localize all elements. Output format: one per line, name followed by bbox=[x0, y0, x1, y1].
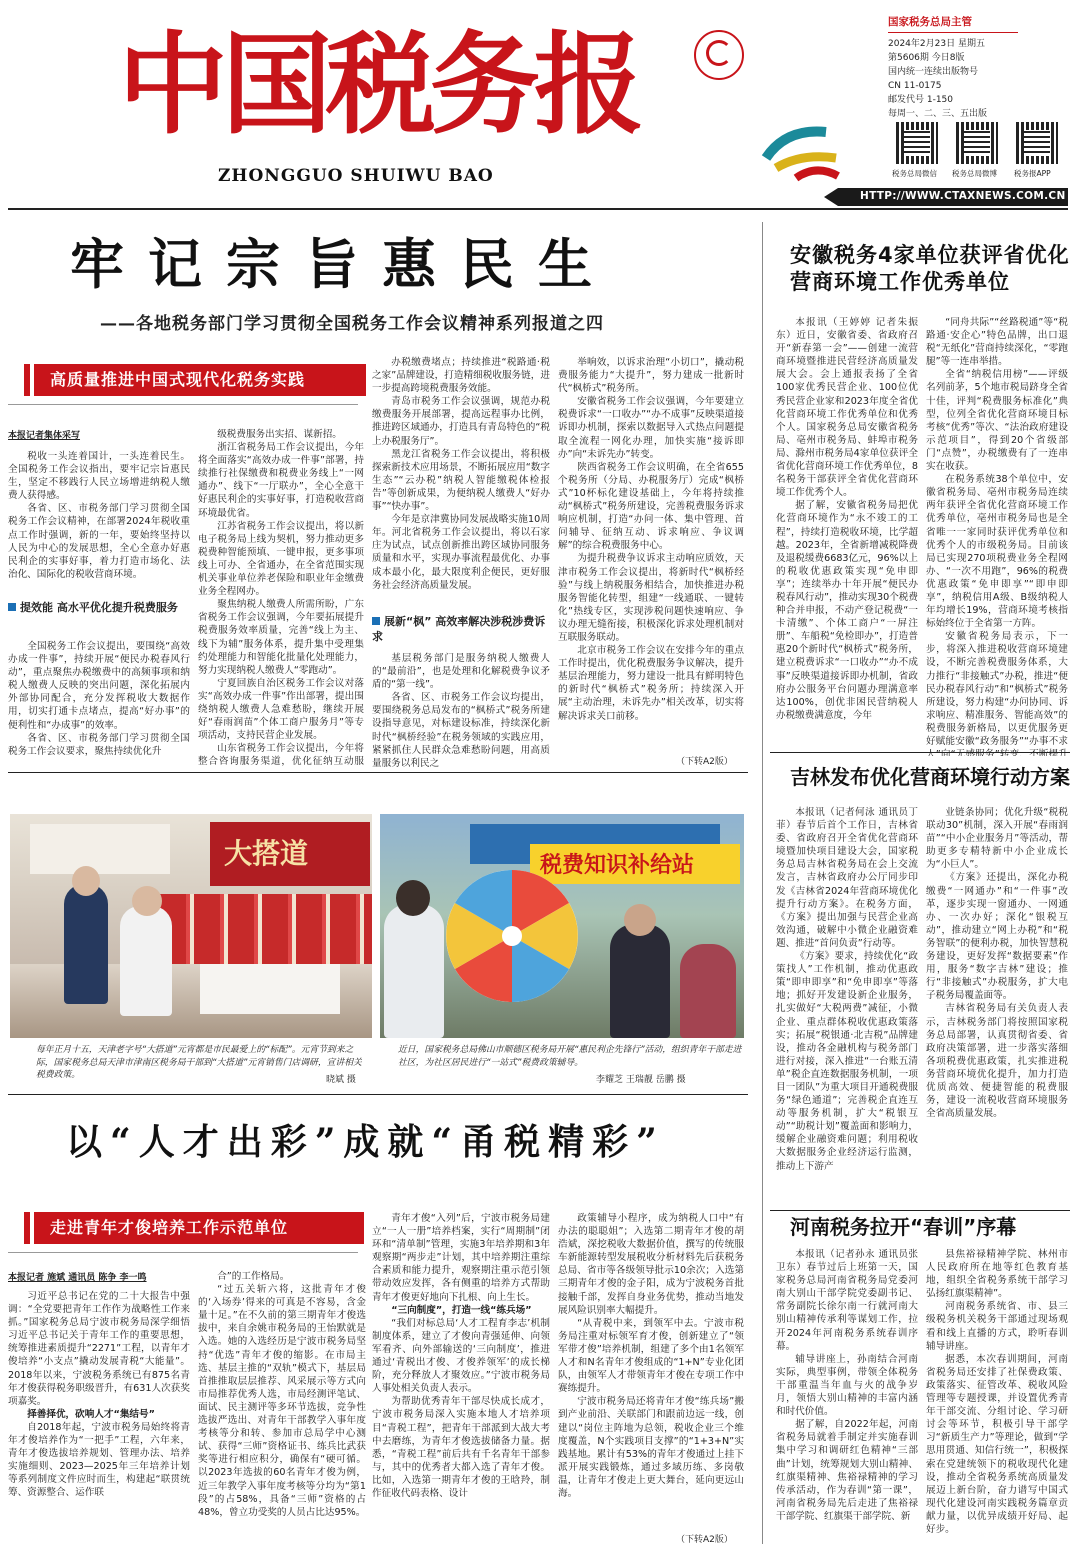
sidebar-story-2-col-1 bbox=[776, 806, 918, 1216]
postal-code: 邮发代号 1-150 bbox=[888, 95, 954, 105]
masthead-pinyin: ZHONGGUO SHUIWU BAO bbox=[218, 166, 494, 186]
paragraph: 为帮助优秀青年干部尽快成长成才，宁波市税务局深入实施本地人才培养项目“青税工程”，把青年干部派到大战大考中去磨练，为青年才俊选拔储备力量。据悉，“青税工程”前后共有千名青年干部参与，其中的优秀者大都入选了青年才俊。比如，入选第一期青年才俊的王晗羚，制作征收代码表格、设计 bbox=[372, 1396, 550, 1499]
cn-number: CN 11-0175 bbox=[888, 81, 942, 91]
issue-date: 2024年2月23日 星期五 bbox=[888, 39, 985, 49]
paragraph: 吉林省税务局有关负责人表示，吉林税务部门将按照国家税务总局部署，认真贯彻省委、省政府决策部署，进一步落实落细各项税费优惠政策，扎实推进税务营商环境优化提升，加力打造优质高效、便捷智能的税费服务，建设一流税收营商环境服务全省高质量发展。 bbox=[926, 1003, 1068, 1120]
lead-column-3 bbox=[372, 356, 550, 604]
qr-code-wechat-icon[interactable] bbox=[896, 122, 938, 164]
masthead bbox=[0, 0, 1076, 222]
masthead-title: 中国税务报 bbox=[118, 20, 638, 149]
lead-subhead-2: 展新“枫” 高效率解决涉税涉费诉求 bbox=[372, 615, 546, 643]
paragraph: 《方案》还提出，深化办税缴费“一网通办”和“一件事”改革，逐步实现一窗通办、一网通办、一次办好；深化“银税互动”，推动建立“网上办税”和“税务智联”的便利办税，加快智慧税务建设，更好发挥“数据要素”作用，服务“数字吉林”建设；推行“非接触式”办税服务，扩大电子税务局覆盖面等。 bbox=[926, 872, 1068, 1002]
paragraph: 本报讯（记者何泳 通讯员丁菲）春节后首个工作日，吉林省委、省政府召开全省优化营商环境暨加快项目建设大会，国家税务总局吉林省税务局在会上交流发言，吉林省政府办公厅同步印发《吉林省2024年营商环境优化提升行动方案》。在税务方面，《方案》提出加强与民营企业高效沟通，破解中小微企业融资难题、推进“首问负责”行动等。 bbox=[776, 807, 918, 949]
paragraph: 聚焦纳税人缴费人所需所盼，广东省税务工作会议强调，今年要拓展提升税费服务效率质量，完善“线上为主、线下为辅”服务体系，提升集中受理集约处理能力和智能化批量化处理能力，努力实现纳税人缴费人“零跑动”。 bbox=[198, 599, 364, 676]
lead-continue-note: （下转A2版） bbox=[676, 757, 733, 767]
paragraph: 河南税务系统省、市、县三级税务机关税务干部通过现场观看和线上直播的方式，聆听春训辅导讲座。 bbox=[926, 1301, 1068, 1352]
sidebar-story-1-col-1 bbox=[776, 316, 918, 756]
paragraph: 据悉，本次春训期间，河南省税务局还安排了社保费政策、政策落实、征管改革、税收风险管理等专题授课，并设置优秀青年干部交流、分组讨论、学习研讨会等环节，积极引导干部学习“新质生产力”等理论，做到“学思用贯通、知信行统一”，积极探索在党建统领下的税收现代化建设，推动全省税务系统高质量发展迈上新台阶，奋力谱写中国式现代化建设河南实践税务篇章贡献力量，以优异成绩开好局、起好步。 bbox=[926, 1353, 1068, 1535]
paragraph: 政策辅导小程序，成为纳税人口中“有办法的聪聪姐”；入选第二期青年才俊的胡浩斌，深挖税收大数据价值，撰写的传统服车新能源转型发展税收分析材料先后获税务总局、省市等各级领导批示10余次；入选第三期青年才俊的金子阳，成为宁波税务首批接触千部，发挥自身业务优势，推动当地发展风险识别率大幅提升。 bbox=[558, 1213, 744, 1316]
sidebar-story-3-headline: 河南税务拉开“春训”序幕 bbox=[790, 1215, 1017, 1239]
sidebar-story-1-headline: 安徽税务4家单位获评省优化营商环境工作优秀单位 bbox=[790, 243, 1070, 294]
paragraph: 据了解，自2022年起，河南省税务局就着手制定并实施春训集中学习和调研红色精神“三部曲”计划，统筹规划大别山精神、红旗渠精神、焦裕禄精神的学习传承活动，作为春训“第一课”，河南省税务局先后走进了焦裕禄干部学院、红旗渠干部学院、新 bbox=[776, 1419, 918, 1522]
website-url[interactable]: HTTP://WWW.CTAXNEWS.COM.CN bbox=[860, 190, 1066, 202]
paragraph: 各省、区、市税务部门学习贯彻全国税务工作会议精神，在部署2024年税收重点工作时强调，新的一年，要始终坚持以人民为中心的发展思想，全心全意办好惠民利企的实事好事，着力打造市场化、法治化、国际化的税收营商环境。 bbox=[8, 503, 190, 580]
paragraph: 基层税务部门是服务纳税人缴费人的“最前沿”，也是处理和化解税费争议矛盾的“第一线”。 bbox=[372, 653, 550, 691]
paragraph: 习近平总书记在党的二十大报告中强调：“全党要把青年工作作为战略性工作来抓。”国家税务总局宁波市税务局深学细悟习近平总书记关于青年工作的重要思想，统筹推进素质提升“2271”工程，以青年才俊培养“小支点”撬动发展青税“大能量”。2018年以来，宁波税务系统已有875名青年才俊获得税务职级晋升，有631人次获奖项嘉奖。 bbox=[8, 1291, 190, 1407]
paragraph: 陕西省税务工作会议明确，在全省655个税务所（分局、办税服务厅）完成“枫桥式”10杯标化建设基础上，今年将持续推动“枫桥式”税务所建设，完善税费服务诉求响应机制，打造“办问一体、集中管理、首问辅导、征纳互动、诉求响应、争议调解”的综合税费服务中心。 bbox=[558, 461, 744, 552]
lead-column-3b bbox=[372, 652, 550, 768]
story2-section-tag: 走进青年才俊培养工作示范单位 bbox=[34, 1212, 364, 1244]
url-bar bbox=[838, 188, 1068, 206]
sponsor-label: 国家税务总局主管 bbox=[888, 16, 972, 28]
lead-column-1b bbox=[8, 640, 190, 768]
paragraph: “过五关斩六将，这批青年才俊的‘入场券’得来的可真是不容易，含金量十足。”在不久前的第三期青年才俊选拔中，来自余姚市税务局的王怡默就是入选。她的入选经历是宁波市税务局坚持“优选”青年才俊的缩影。在市局主选、基层主推的“双轨”模式下，基层局首推推取层层推荐、风采展示等方式向市局推荐优秀人选，市局经测评笔试、面试、民主测评等多环节选拔，竞争性选拔严选出、对青年干部教学入事年度考核等分和转、参加市总局学中心测试、获得“三师”资格证书、练兵比武获奖等进行相应积分，确保有“硬可循。以2023年选拔的60名青年才俊为例，近三年教学入事年度考核等分均为“第1段”的占58%，具备“三师”资格的占48%，曾立功受奖的人员占比达95%。 bbox=[198, 1284, 366, 1518]
photo-2-credit: 李耀芝 王瑞靓 岳鹏 摄 bbox=[596, 1075, 686, 1085]
photo-1-credit: 晓斌 摄 bbox=[326, 1075, 356, 1085]
sidebar-story-2-col-2 bbox=[926, 806, 1068, 1216]
paragraph: 青年才俊“入列”后，宁波市税务局建立“一人一册”培养档案，实行“周期制”闭环和“清单制”管理，实施3年培养期和3年观察期“两步走”计划，其中培养期注重综合素质和能力提升，观察期注重示范引领带动效应发挥，各有侧重的培养方式帮助青年才俊更好地向下扎根、向上生长。 bbox=[372, 1213, 550, 1303]
lead-subhead-1: 提效能 高水平优化提升税费服务 bbox=[8, 600, 192, 615]
person-silhouette bbox=[610, 924, 670, 1038]
subhead: 择善择优，砍响人才“集结号” bbox=[27, 1408, 155, 1420]
sidebar-story-3-col-2 bbox=[926, 1248, 1068, 1544]
tax-emblem-icon bbox=[756, 118, 846, 188]
qr-code-weibo-icon[interactable] bbox=[956, 122, 998, 164]
paragraph: 自2018年起，宁波市税务局始终将青年才俊培养作为“一把手”工程，六年来，青年才俊选拔培养规划、管理办法、培养实施细则、2023—2025年三年培养计划等系列制度文件应时而生，构建起“联贯统筹、资源整合、运作联 bbox=[8, 1421, 190, 1499]
person-silhouette bbox=[384, 904, 444, 1038]
paragraph: 在税务系统38个单位中，安徽省税务局、亳州市税务局连续两年获评全省优化营商环境工作优秀单位，亳州市税务局也是全省唯一一家同时获评优秀单位和优秀个人的市级税务局。目前该局已实现270项税费业务全程网办、“一次不用跑”，96%的税费优惠政策“免申即享”“即申即享”，纳税信用A级、B级纳税人年均增长19%，营商环境考核指标始终位于全省第一方阵。 bbox=[926, 474, 1068, 630]
photo-1-caption: 每年正月十五，天津老字号“大搭道”元宵都是市民最爱上的“标配”。元宵节到来之际，国家税务总局天津市津南区税务局干部到“大搭道”元宵销售门店调研，宣讲相关税费政策。 bbox=[36, 1045, 362, 1080]
paragraph: 全省“纳税信用榜”——评级名列前茅，5个地市税局跻身全省十佳，评判“税费服务标准化”典型，位列全省优化营商环境目标考核“优秀”等次、“法治政府建设示范项目”，得到20个省级部门“点赞”，办税缴费有了一连串实在收获。 bbox=[926, 369, 1068, 473]
paragraph: 江苏省税务工作会议提出，将以新电子税务局上线为契机，努力推动更多税费种智能预填、一键申报，更多事项线上可办、全省通办，在全省范围实现机关事业单位养老保险和职业年金缴费业务全程网办。 bbox=[198, 520, 364, 598]
story2-continue-note: （下转A2版） bbox=[676, 1535, 733, 1545]
person-silhouette bbox=[680, 944, 736, 1038]
paragraph: 本报讯（王婷婷 记者朱振东）近日，安徽省委、省政府召开“新春第一会”——创建一流营商环境暨推进民营经济高质量发展大会。会上通报表扬了全省100家优秀民营企业、100位优秀民营企业家和2023年度全省优化营商环境工作优秀单位和优秀个人。国家税务总局安徽省税务局、亳州市税务局、蚌埠市税务局、滁州市税务局4家单位获评全省优化营商环境工作优秀单位，8名税务干部获评全省优化营商环境工作优秀个人。 bbox=[776, 317, 918, 499]
shop-sign: 大搭道 bbox=[210, 822, 370, 886]
qr-label-weibo: 税务总局微博 bbox=[952, 169, 997, 178]
paragraph: 级税费服务出实招、谋新招。 bbox=[217, 429, 342, 440]
paragraph: 今年是京津冀协同发展战略实施10周年。河北省税务工作会议提出，将以石家庄为试点，试点创新推出跨区域协同服务质量和水平，实现办事流程最优化、办事成本最小化，最大限度利企便民，更好服务社会经济高质量发展。 bbox=[372, 514, 550, 591]
paragraph: 为提升税费争议诉求主动响应质效，天津市税务工作会议提出，将新时代“枫桥经验”与线上纳税服务相结合，加快推进办税服务智能化转型，组建“一线通联、一键转化”热线专区，实现涉税问题快速响应、争议办理无缝衔接，积极深化诉求处理机制对互联服务联动。 bbox=[558, 553, 744, 643]
square-bullet-icon bbox=[372, 617, 380, 625]
sidebar-story-2-headline: 吉林发布优化营商环境行动方案 bbox=[790, 765, 1070, 789]
paragraph: 税收一头连着国计，一头连着民生。全国税务工作会议指出，要牢记宗旨惠民生，坚定不移践行人民立场增进纳税人缴费人获得感。 bbox=[8, 451, 190, 502]
lead-headline: 牢记宗旨惠民生 bbox=[70, 232, 616, 296]
qr-label-app: 税务报APP bbox=[1014, 169, 1051, 178]
person-silhouette bbox=[120, 906, 172, 1016]
paragraph: 北京市税务工作会议在安排今年的重点工作时提出，优化税费服务争议解决，提升基层治理能力，努力建设一批具有鲜明特色的新时代“枫桥式”税务所；持续深入开展“主动治理，未诉先办”相关改革，切实将解决诉求关口前移。 bbox=[558, 645, 744, 722]
person-silhouette bbox=[64, 884, 108, 1004]
paragraph: 浙江省税务局工作会议提出，今年将全面落实“高效办成一件事”部署，持续推行社保缴费和税费业务线上“一网通办”、线下“一厅联办”，全心全意干好惠民利企的实事好事，打造税收营商环境最优省。 bbox=[198, 442, 364, 519]
paragraph: 《方案》要求，持续优化“政策找人”工作机制，推动优惠政策“即申即享”和“免申即享”等落地；抓好开发建设新企业服务，扎实做好“大税两费”减征，小微企业、重点群体税收优惠政策落实；拓展“税银通·北吉税”品牌建设，推动各金融机构与税务部门进行对接，深入推进“一台账五清单”税企直连数据服务机制，一项目一团队”为重大项目开通税费服务“绿色通道”；完善税企直连互动等服务机制，扩大“税银互动”“助税计划”覆盖面和影响力，缓解企业融资难问题；利用税收大数据服务企业经济运行监测，推动上下游产 bbox=[776, 951, 918, 1172]
lead-column-4 bbox=[558, 356, 744, 756]
lead-section-tag: 高质量推进中国式现代化税务实践 bbox=[34, 364, 366, 396]
paragraph: 各省、区、市税务部门学习贯彻全国税务工作会议要求，聚焦持续优化升 bbox=[8, 732, 190, 757]
paragraph: 合”的工作格局。 bbox=[217, 1271, 290, 1282]
subhead: “三向制度”，打造一线“练兵场” bbox=[391, 1304, 532, 1316]
paragraph: 山东省税务工作会议提出，今年将整合咨询服务渠道，优化征纳互动服 bbox=[198, 743, 364, 768]
photo-dadadao-shop bbox=[10, 814, 372, 1038]
booth-sign: 税费知识补给站 bbox=[530, 844, 740, 884]
qr-code-app-icon[interactable] bbox=[1016, 122, 1058, 164]
paragraph: “从青税中来，到领军中去。宁波市税务局注重对标领军育才俊，创新建立了“领军带才俊”培养机制，组建了多个由1名领军人才和N名青年才俊组成的“1+N”专业化团队，由领军人才带领青年才俊在专项工作中赛练提升。 bbox=[558, 1317, 744, 1395]
paragraph: 宁波市税务局还将青年才俊“练兵场”搬到产业前沿、关联部门和跟前边远一线，创建以“岗位主阵地为总领，税收企业三个维度覆盖，N个实践项目支撑”的“1+3+N”实践基地。累计有53%的青年才俊通过上挂下派开展实践锻炼，通过多域历练、多岗敬温，让青年才俊走上更大舞台，延向更远山海。 bbox=[558, 1396, 744, 1499]
paragraph: 举响效，以诉求治理“小切口”，撬动税费服务能力“大提升”，努力建成一批新时代“枫桥式”税务所。 bbox=[558, 357, 744, 395]
qr-label-wechat: 税务总局微信 bbox=[892, 169, 937, 178]
sidebar-story-3-col-1 bbox=[776, 1248, 918, 1544]
paragraph: 各省、区、市税务工作会议均提出，要围绕税务总局发布的“枫桥式”税务所建设指导意见，对标建设标准，持续深化新时代“枫桥经验”在税务领域的实践应用，紧紧抓住人民群众急难愁盼问题，用高质量服务以利民之 bbox=[372, 692, 550, 768]
paragraph: 安徽省税务局表示，下一步，将深入推进税收营商环境建设，不断完善税费服务体系，大力推行“非接触式”办税，推进“便民办税春风行动”和“枫桥式”税务所建设，努力构建“办问协同、诉求响应、精准服务、智能高效”的税费服务新格局，以更优服务更好赋能安徽“政务服务”“办事不求 bbox=[926, 631, 1068, 747]
paragraph: “同舟共际”“丝路税通”等“税路通·安企心”特色品牌，出口退税“无纸化”营商持续深化，“零跑腿”等一连串举措。 bbox=[926, 317, 1068, 368]
story2-byline: 本报记者 施斌 通讯员 陈争 李一鸣 bbox=[8, 1273, 147, 1283]
square-bullet-icon bbox=[8, 603, 16, 611]
lead-column-1 bbox=[8, 450, 190, 590]
paragraph: 办税缴费堵点；持续推进“税路通·税之家”品牌建设，打造精细税收服务链，进一步提高跨境税费服务效能。 bbox=[372, 357, 550, 395]
paragraph: 安徽省税务工作会议强调，今年要建立税费诉求“一口收办”“办不成事”反映渠道接诉即办机制，探索以数据导入式热点问题提取全流程一网化办理，加快实施“接诉即办”向“未诉先办”转变。 bbox=[558, 396, 744, 460]
newspaper-logo-icon bbox=[694, 30, 744, 80]
cn-label: 国内统一连续出版物号 bbox=[888, 67, 979, 77]
publish-schedule: 每周一、二、三、五出版 bbox=[888, 109, 988, 119]
lead-byline: 本报记者集体采写 bbox=[8, 431, 81, 441]
issue-number: 第5606期 今日8版 bbox=[888, 53, 965, 63]
paragraph: 辅导讲座上，孙南结合河南实际，典型事例，带领全体税务干部重温当年血与火的战争岁月，领悟大别山精神的丰富内涵和时代价值。 bbox=[776, 1353, 918, 1418]
masthead-divider bbox=[8, 208, 1068, 210]
sidebar-story-1-col-2 bbox=[926, 316, 1068, 756]
story2-column-2 bbox=[198, 1270, 366, 1544]
story2-column-3 bbox=[372, 1212, 550, 1544]
paragraph: 青岛市税务工作会议强调，规范办税缴费服务开展部署，提高远程事办比例，推进跨区域通办，打造具有青岛特色的“税上办税服务厅”。 bbox=[372, 396, 550, 447]
paragraph: 全国税务工作会议提出，要围绕“高效办成一件事”，持续开展“便民办税春风行动”，重点聚焦办税缴费中的高频事项和纳税人缴费人反映的突出问题，深化拓展内外部协同配合，充分发挥税收大数据作用，切实打通卡点堵点，提高“好办事”的便利性和“办成事”的效率。 bbox=[8, 641, 190, 731]
lead-subtitle: ——各地税务部门学习贯彻全国税务工作会议精神系列报道之四 bbox=[100, 314, 604, 334]
story2-headline: 以“人才出彩”成就“甬税精彩” bbox=[66, 1121, 665, 1163]
paragraph: 据了解，安徽省税务局把优化营商环境作为“永不竣工的工程”，持续打造税收环境，比学超越。2023年，全省新增减税降费及退税缓费6683亿元，96%以上的税收优惠政策实现“免申即享”；连续举办十年开展“便民办税春风行动”，推动实现30个税费种合并申报，不动产登记税费“一卡清缴”、个体工商户“一屏注册”、车船税“免检即办”，打造普惠20个新时代“枫桥式”税务所，建立税费诉求“一口收办”“办不成事”反映渠道接诉即办机制，省政府办公服务平台问题办理满意率达100%，创优非困民营纳税人办税缴费满意度，今年 bbox=[776, 500, 918, 721]
paragraph: 业链条协同；优化升级“税税联动30”机制，深入开展“春雨润苗”“中小企业服务月”等活动，帮助更多专精特新中小企业成长为“小巨人”。 bbox=[926, 807, 1068, 871]
paragraph: 黑龙江省税务工作会议提出，将积极探索新技术应用场景，不断拓展应用“数字生态”“云办税”纳税人智能缴税体检报告”等创新成果，为便纳税人缴费人“好办事”“快办事”。 bbox=[372, 448, 550, 513]
paragraph: “我们对标总局‘人才工程育李志’机制制度体系，建立了才俊向青强延伸、向领军看齐、向外部输送的‘三向制度’，推进通过‘青税出才俊、才俊养领军’的成长梯阶，充分释放人才聚效应。”宁波市税务局人事处相关负责人表示。 bbox=[372, 1317, 550, 1395]
story2-column-1 bbox=[8, 1290, 190, 1544]
paragraph: 宁夏回族自治区税务工作会议对落实“高效办成一件事”作出部署，提出围绕纳税人缴费人急难愁盼，继续开展好“春雨润苗”个体工商户服务月”等专项活动，支持民营企业发展。 bbox=[198, 677, 364, 742]
photo-tax-knowledge-station bbox=[380, 814, 744, 1038]
lead-column-2 bbox=[198, 428, 364, 768]
prize-wheel-icon bbox=[442, 866, 582, 1006]
paragraph: 县焦裕禄精神学院、林州市人民政府所在地等红色教育基地，组织全省税务系统干部学习弘扬红旗渠精神”。 bbox=[926, 1249, 1068, 1300]
paragraph: 本报讯（记者孙永 通讯员张卫东）春节过后上班第一天，国家税务总局河南省税务局党委河南大别山干部学院党委副书记、常务副院长徐尔南一行就河南大别山精神传承利等谋划工作，拉开2024年河南税务系统春训序幕。 bbox=[776, 1249, 918, 1352]
photo-2-caption: 近日，国家税务总局佛山市顺德区税务局开展“惠民利企先锋行”活动，组织青年干部走进社区，为社区居民进行“一站式”税费政策辅导。 bbox=[398, 1045, 742, 1068]
story2-column-4 bbox=[558, 1212, 744, 1530]
